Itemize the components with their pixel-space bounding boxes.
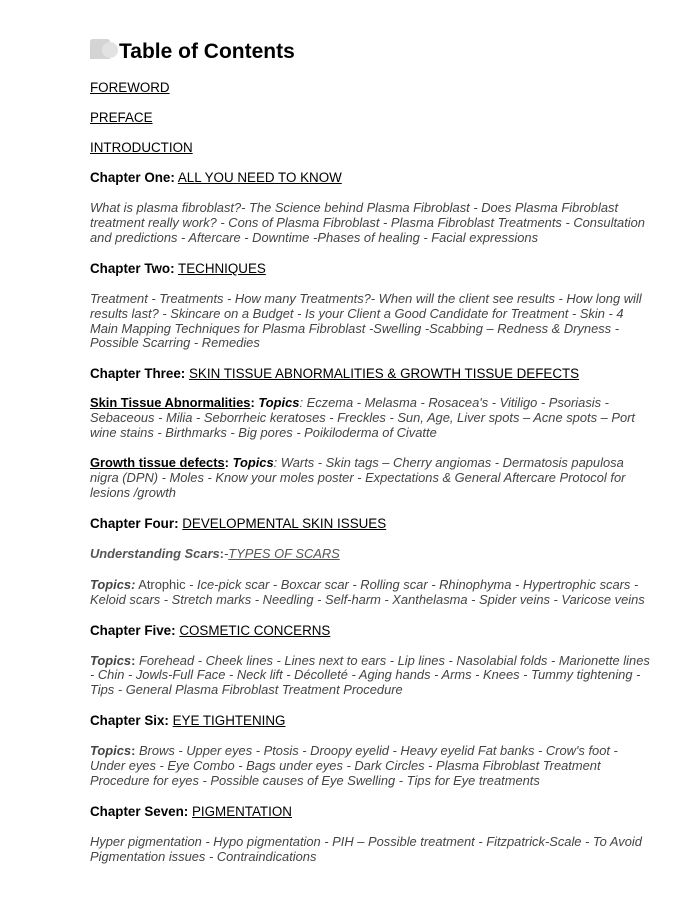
document-icon: [90, 39, 120, 59]
chapter-three-heading: [90, 366, 652, 382]
chapter-six-label: Chapter Six:: [90, 713, 169, 729]
chapter-four-heading: [90, 516, 652, 532]
chapter-six-topics-label: Topics: [90, 743, 132, 759]
chapter-five-heading: [90, 623, 652, 639]
chapter-five-topics-colon: :: [131, 652, 136, 668]
skin-tissue-topics-list: : Eczema - Melasma - Rosacea's - Vitiligo - Psoriasis - Sebaceous - Milia - Seborrheic keratoses - Freckles - Sun, Age, Liver spots – Acne spots – Port wine stains - Birthmarks - Big pores - Poikiloderma of Civatte: [90, 395, 635, 441]
chapter-one-link[interactable]: ALL YOU NEED TO KNOW: [177, 170, 342, 185]
skin-tissue-topics-label: Topics: [258, 395, 300, 411]
chapter-six-topics-colon: :: [131, 743, 136, 759]
chapter-three-label: Chapter Three:: [90, 366, 186, 382]
growth-tissue-defects-heading: Growth tissue defects: [90, 455, 225, 471]
growth-tissue-topics-label: Topics: [232, 455, 274, 471]
chapter-four-label: Chapter Four:: [90, 515, 179, 531]
chapter-four-link[interactable]: DEVELOPMENTAL SKIN ISSUES: [182, 515, 387, 531]
title-row: [90, 38, 652, 66]
growth-tissue-colon: :: [224, 455, 229, 471]
foreword-link[interactable]: FOREWORD: [90, 80, 170, 95]
chapter-two-label: Chapter Two:: [90, 260, 175, 276]
introduction-link[interactable]: INTRODUCTION: [90, 140, 193, 155]
chapter-four-topics-label: Topics:: [90, 576, 136, 592]
preface-entry: [90, 110, 652, 126]
growth-tissue-defects-entry: [90, 456, 652, 501]
preface-link[interactable]: PREFACE: [90, 110, 153, 125]
chapter-five-topics-label: Topics: [90, 652, 132, 668]
chapter-four-first-topic: Atrophic: [135, 576, 186, 592]
skin-tissue-colon: :: [250, 395, 255, 411]
chapter-two-description: Treatment - Treatments - How many Treatments?- When will the client see results - How long will results last? - Skincare on a Budget - Is your Client a Good Candidate for Treatment - Skin - 4 Main Mapping Techniques for Plasma Fibroblast -Swelling -Scabbing – Redness & Dryness - Possible Scarring - Remedies: [90, 290, 642, 351]
chapter-six-topics: [90, 744, 652, 789]
chapter-four-topics: [90, 578, 652, 608]
chapter-six-link[interactable]: EYE TIGHTENING: [172, 713, 286, 729]
chapter-five-label: Chapter Five:: [90, 622, 176, 638]
understanding-scars-heading: Understanding Scars: [90, 545, 220, 561]
understanding-scars-dash: -: [223, 545, 229, 561]
chapter-one-heading: [90, 170, 652, 186]
chapter-seven-label: Chapter Seven:: [90, 803, 189, 819]
skin-tissue-abnormalities-entry: [90, 396, 652, 441]
chapter-two-heading: [90, 261, 652, 277]
chapter-five-link[interactable]: COSMETIC CONCERNS: [179, 622, 331, 638]
chapter-seven-link[interactable]: PIGMENTATION: [191, 803, 292, 819]
chapter-seven-description: Hyper pigmentation - Hypo pigmentation - PIH – Possible treatment - Fitzpatrick-Scale - To Avoid Pigmentation issues - Contraindications: [90, 833, 642, 864]
foreword-entry: [90, 80, 652, 96]
growth-tissue-topics-list: : Warts - Skin tags – Cherry angiomas - Dermatosis papulosa nigra (DPN) - Moles - Know your moles poster - Expectations & General Aftercare Protocol for lesions /growth: [90, 455, 626, 500]
chapter-one-label: Chapter One:: [90, 170, 175, 185]
chapter-five-topics: [90, 654, 652, 699]
understanding-scars-entry: [90, 547, 652, 562]
types-of-scars-link[interactable]: TYPES OF SCARS: [228, 545, 340, 561]
chapter-six-heading: [90, 713, 652, 729]
chapter-two-link[interactable]: TECHNIQUES: [178, 260, 266, 276]
chapter-four-topics-list: - Ice-pick scar - Boxcar scar - Rolling scar - Rhinophyma - Hypertrophic scars - Keloid scars - Stretch marks - Needling - Self-harm - Xanthelasma - Spider veins - Varicose veins: [90, 576, 645, 607]
chapter-three-link[interactable]: SKIN TISSUE ABNORMALITIES & GROWTH TISSUE DEFECTS: [188, 366, 580, 382]
introduction-entry: [90, 140, 652, 156]
toc-page: [90, 38, 652, 865]
chapter-one-description: What is plasma fibroblast?- The Science behind Plasma Fibroblast - Does Plasma Fibroblast treatment really work? - Cons of Plasma Fibroblast - Plasma Fibroblast Treatments - Consultation and predictions - Aftercare - Downtime -Phases of healing - Facial expressions: [90, 200, 645, 245]
chapter-seven-heading: [90, 804, 652, 820]
chapter-six-topics-list: Brows - Upper eyes - Ptosis - Droopy eyelid - Heavy eyelid Fat banks - Crow's foot - Under eyes - Eye Combo - Bags under eyes - Dark Circles - Plasma Fibroblast Treatment Procedure for eyes - Possible causes of Eye Swelling - Tips for Eye treatments: [90, 743, 618, 789]
page-title: Table of Contents: [119, 40, 295, 63]
skin-tissue-abnormalities-heading: Skin Tissue Abnormalities: [90, 395, 251, 411]
chapter-five-topics-list: Forehead - Cheek lines - Lines next to ears - Lip lines - Nasolabial folds - Marionette lines - Chin - Jowls-Full Face - Neck lift - Décolleté - Aging hands - Arms - Knees - Tummy tightening -Tips - General Plasma Fibroblast Treatment Procedure: [90, 652, 650, 698]
understanding-scars-colon: :: [219, 545, 224, 561]
